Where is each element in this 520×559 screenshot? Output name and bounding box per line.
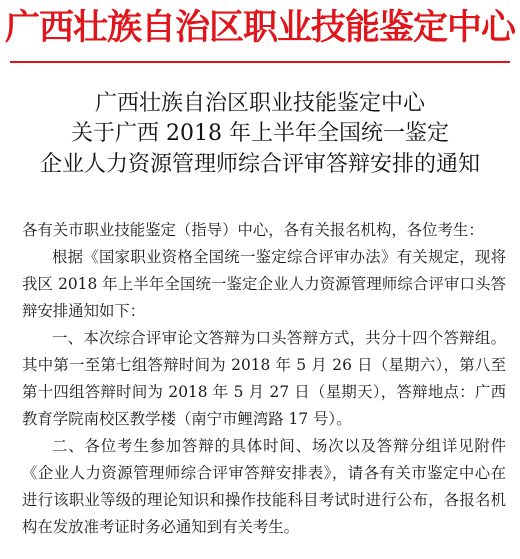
notice-title-line-1: 广西壮族自治区职业技能鉴定中心 (94, 91, 425, 116)
notice-title-line-3: 企业人力资源管理师综合评审答辩安排的通知 (39, 152, 480, 177)
letterhead-divider (10, 61, 510, 63)
paragraph-item-1: 一、本次综合评审论文答辩为口头答辩方式，共分十四个答辩组。其中第一至第七组答辩时间为 2018 年 5 月 26 日（星期六），第八至第十四组答辩时间为 2018 年 5 月 27 日（星期天），答辩地点：广西教育学院南校区教学楼（南宁市鲤湾路 17 号）。 (22, 329, 506, 428)
notice-body (22, 217, 506, 541)
salutation: 各有关市职业技能鉴定（指导）中心，各有关报名机构，各位考生： (22, 221, 484, 239)
paragraph-intro: 根据《国家职业资格全国统一鉴定综合评审办法》有关规定，现将我区 2018 年上半年全国统一鉴定企业人力资源管理师综合评审口头答辩安排通知如下： (22, 248, 506, 320)
notice-title-line-2: 关于广西 2018 年上半年全国统一鉴定 (71, 121, 449, 146)
paragraph-item-2: 二、各位考生参加答辩的具体时间、场次以及答辩分组详见附件《企业人力资源管理师综合评审答辩安排表》，请各有关市鉴定中心在进行该职业等级的理论知识和操作技能科目考试时进行公布，各报名机构在发放准考证时务必通知到有关考生。 (22, 437, 506, 536)
letterhead-org-name: 广西壮族自治区职业技能鉴定中心 (4, 8, 515, 48)
